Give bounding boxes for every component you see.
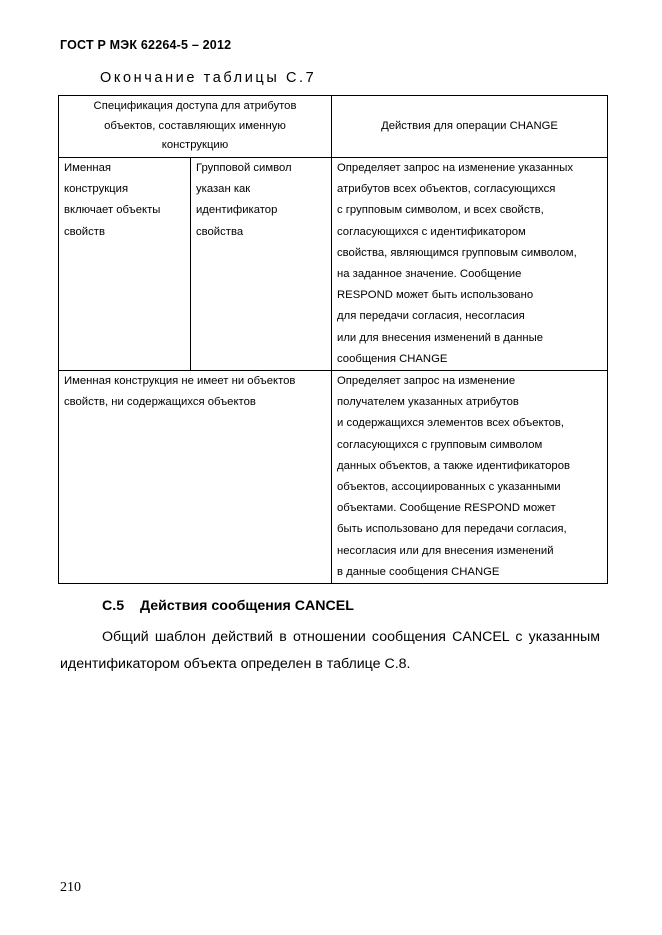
header-line: объектов, составляющих именную	[104, 119, 286, 132]
document-header: ГОСТ Р МЭК 62264-5 – 2012	[60, 38, 232, 52]
header-line: Спецификация доступа для атрибутов	[93, 100, 297, 113]
table-row	[59, 371, 608, 584]
cell-wildcard-identifier	[191, 158, 332, 371]
cell-line: свойства, являющимся групповым символом,	[337, 246, 577, 259]
cell-line: объектов, ассоциированных с указанными	[337, 481, 561, 494]
table-caption: Окончание таблицы С.7	[100, 70, 317, 86]
page-number: 210	[60, 880, 81, 895]
section-heading	[102, 598, 354, 614]
table-row	[59, 158, 608, 371]
cell-line: указан как	[196, 183, 251, 196]
cell-line: конструкция	[64, 183, 129, 196]
cell-line: свойств	[64, 225, 105, 238]
cell-line: Именная конструкция не имеет ни объектов	[64, 375, 296, 388]
cell-line: получателем указанных атрибутов	[337, 396, 519, 409]
header-line: Действия для операции CHANGE	[381, 119, 558, 132]
header-access-spec	[59, 96, 332, 158]
cell-line: или для внесения изменений в данные	[337, 331, 544, 344]
cell-action-description	[332, 371, 608, 584]
cell-line: данных объектов, а также идентификаторов	[337, 459, 570, 472]
cell-line: Определяет запрос на изменение	[337, 375, 516, 388]
cell-line: быть использовано для передачи согласия,	[337, 523, 567, 536]
cell-line: объектами. Сообщение RESPOND может	[337, 502, 556, 515]
cell-line: свойства	[196, 225, 244, 238]
cell-line: в данные сообщения CHANGE	[337, 565, 500, 578]
cell-line: атрибутов всех объектов, согласующихся	[337, 183, 556, 196]
body-paragraph	[60, 624, 600, 678]
cell-line: сообщения CHANGE	[337, 352, 448, 365]
cell-line: идентификатор	[196, 204, 278, 217]
cell-line: на заданное значение. Сообщение	[337, 268, 522, 281]
change-actions-table	[58, 95, 608, 584]
cell-line: согласующихся с идентификатором	[337, 225, 526, 238]
cell-named-construct-none	[59, 371, 332, 584]
cell-line: для передачи согласия, несогласия	[337, 310, 525, 323]
paragraph-line: идентификатором объекта определен в таблице С.8.	[60, 656, 411, 672]
cell-line: RESPOND может быть использовано	[337, 289, 534, 302]
section-title: Действия сообщения CANCEL	[140, 598, 354, 614]
cell-line: свойств, ни содержащихся объектов	[64, 396, 256, 409]
cell-line: несогласия или для внесения изменений	[337, 544, 554, 557]
cell-line: согласующихся с групповым символом	[337, 438, 543, 451]
cell-line: включает объекты	[64, 204, 161, 217]
paragraph-line: Общий шаблон действий в отношении сообщения CANCEL с указанным	[102, 629, 600, 645]
header-line: конструкцию	[161, 139, 229, 152]
cell-line: и содержащихся элементов всех объектов,	[337, 417, 565, 430]
cell-named-construct-includes	[59, 158, 191, 371]
cell-line: Именная	[64, 162, 112, 174]
cell-line: с групповым символом, и всех свойств,	[337, 204, 544, 217]
section-number: С.5	[102, 598, 125, 614]
cell-action-description	[332, 158, 608, 371]
cell-line: Определяет запрос на изменение указанных	[337, 162, 573, 174]
cell-line: Групповой символ	[196, 162, 292, 174]
table-header-row	[59, 96, 608, 158]
header-change-actions	[332, 96, 608, 158]
